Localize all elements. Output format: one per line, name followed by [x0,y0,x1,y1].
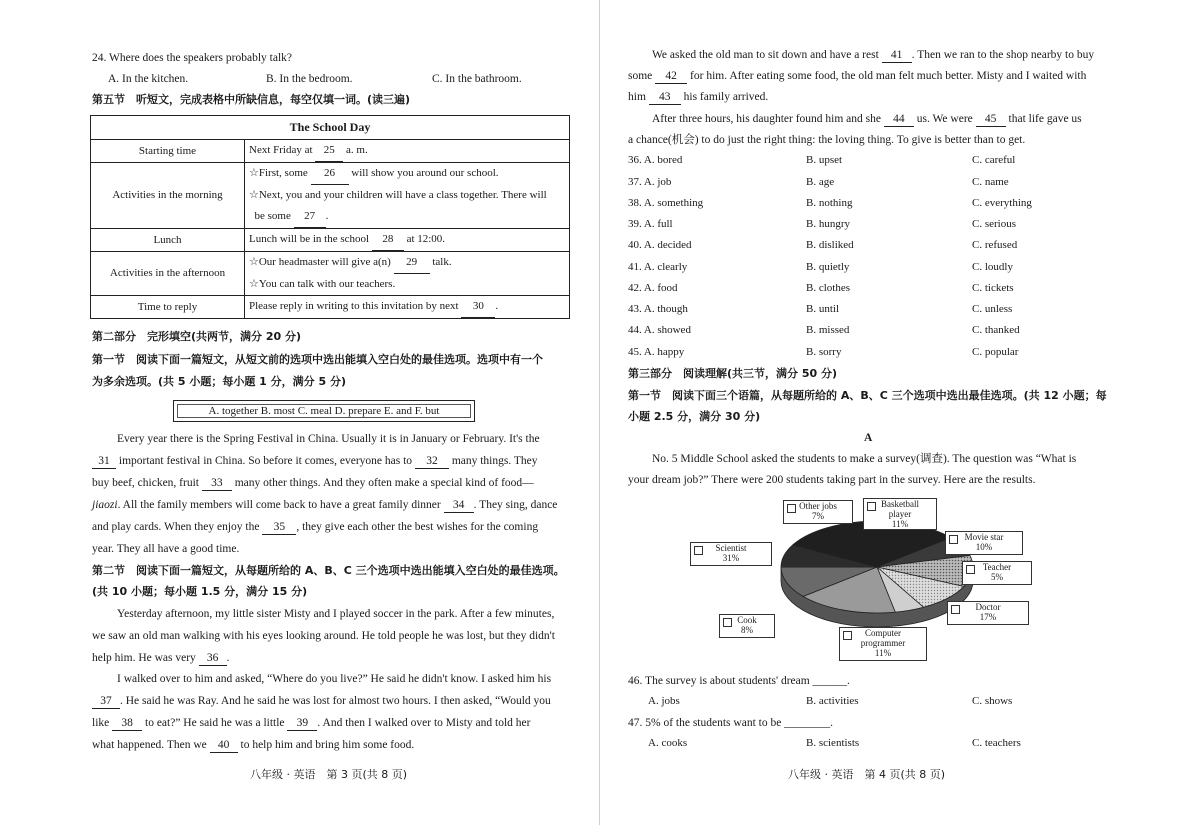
passage1-line: jiaozi. All the family members will come back to have a great family dinner 34 . They sing, dance [92,499,558,511]
blank-42: 42 [655,69,687,84]
choice-39-c: C. serious [972,218,1016,230]
blank-36: 36 [199,651,227,666]
choice-36-b: B. upset [806,154,843,166]
q24-option-b: B. In the bedroom. [266,73,353,85]
passage2-cont-line: After three hours, his daughter found him and she 44 us. We were 45 that life gave us [652,113,1082,125]
passage2-line: what happened. Then we 40 to help him and bring him some food. [92,739,415,751]
table-row [91,163,570,229]
blank-45: 45 [976,112,1006,127]
lunch-cell: Lunch will be in the school 28 at 12:00. [245,229,570,252]
right-page [600,0,1200,825]
table-title: The School Day [91,116,570,140]
blank-27: 27 [294,206,326,228]
passage1-line: 31 important festival in China. So before it comes, everyone has to 32 many things. They [92,454,538,469]
blank-25: 25 [315,140,343,162]
blank-39: 39 [287,716,317,731]
blank-41: 41 [882,48,912,63]
choice-40-c: C. refused [972,239,1018,251]
q47-option-a: A. cooks [648,737,688,749]
blank-26: 26 [311,163,349,185]
choice-44-a: 44. A. showed [628,324,691,336]
passage1-line: buy beef, chicken, fruit 33 many other things. And they often make a special kind of food— [92,477,534,489]
table-row [91,140,570,163]
label-doctor: Doctor 17% [947,601,1029,625]
blank-33: 33 [202,476,232,491]
morning-cell: ☆First, some 26 will show you around our school. ☆Next, you and your children will have a class together. There will be some 27 . [245,163,570,229]
starting-label: Starting time [91,140,245,163]
passage2-line: we saw an old man walking with his eyes looking around. He told people he was lost, but they didn't [92,630,555,642]
passage2-line: like 38 to eat?” He said he was a little 39 . And then I walked over to Misty and told her [92,717,531,729]
starting-cell: Next Friday at 25 a. m. [245,140,570,163]
q46-option-a: A. jobs [648,695,680,707]
q47-option-c: C. teachers [972,737,1021,749]
passage-a-line: your dream job?” There were 200 students taking part in the survey. Here are the results. [628,474,1036,486]
label-computer-programmer: Computer programmer 11% [839,627,927,661]
passage2-line: help him. He was very 36 . [92,652,230,664]
part2-sec1-instr2: 为多余选项。(共 5 小题；每小题 1 分，满分 5 分) [92,375,346,388]
passage-a-line: No. 5 Middle School asked the students to make a survey(调查). The question was “What is [652,453,1077,465]
q24-option-a: A. In the kitchen. [108,73,189,85]
choice-38-a: 38. A. something [628,197,704,209]
blank-34: 34 [444,498,474,513]
label-other-jobs: Other jobs 7% [783,500,853,524]
passage1-line: year. They all have a good time. [92,543,240,555]
q46-option-c: C. shows [972,695,1013,707]
label-scientist: Scientist 31% [690,542,772,566]
label-movie-star: Movie star 10% [945,531,1023,555]
passage1-line: Every year there is the Spring Festival in China. Usually it is in January or February. It's the [117,433,540,445]
passage2-cont-line: a chance(机会) to do just the right thing: the loving thing. To give is better than to get. [628,134,1026,146]
blank-40: 40 [210,738,238,753]
q46-option-b: B. activities [806,695,859,707]
choice-37-a: 37. A. job [628,176,672,188]
blank-30: 30 [461,296,495,318]
choice-45-b: B. sorry [806,346,842,358]
part3-sec1-instr: 第一节 阅读下面三个语篇，从每题所给的 A、B、C 三个选项中选出最佳选项。(共 12 小题；每 [628,389,1107,402]
blank-38: 38 [112,716,142,731]
part3-sec1-instr2: 小题 2.5 分，满分 30 分) [628,410,761,423]
choice-37-b: B. age [806,176,835,188]
part3-title: 第三部分 阅读理解(共三节，满分 50 分) [628,367,838,380]
blank-44: 44 [884,112,914,127]
school-day-table [90,115,570,319]
choice-38-c: C. everything [972,197,1032,209]
question-46: 46. The survey is about students' dream ______. [628,675,850,687]
table-row [91,252,570,296]
blank-37: 37 [92,694,120,709]
word-options-box: A. together B. most C. meal D. prepare E. and F. but [173,400,475,422]
lunch-label: Lunch [91,229,245,252]
passage2-line: I walked over to him and asked, “Where do you live?” He said he didn't know. I asked him his [117,673,552,685]
choice-42-c: C. tickets [972,282,1014,294]
q47-option-b: B. scientists [806,737,860,749]
choice-40-a: 40. A. decided [628,239,692,251]
choice-39-b: B. hungry [806,218,850,230]
passage2-line: Yesterday afternoon, my little sister Misty and I played soccer in the park. After a few minutes, [117,608,555,620]
choice-41-a: 41. A. clearly [628,261,688,273]
section5-title: 第五节 听短文，完成表格中所缺信息，每空仅填一词。(读三遍) [92,93,411,106]
choice-45-c: C. popular [972,346,1019,358]
passage2-cont-line: some 42 for him. After eating some food, the old man felt much better. Misty and I waited with [628,70,1087,82]
choice-40-b: B. disliked [806,239,854,251]
part2-sec1-instr: 第一节 阅读下面一篇短文，从短文前的选项中选出能填入空白处的最佳选项。选项中有一个 [92,353,543,366]
reply-cell: Please reply in writing to this invitation by next 30 . [245,296,570,319]
reply-label: Time to reply [91,296,245,319]
passage1-line: and play cards. When they enjoy the 35 , they give each other the best wishes for the coming [92,521,539,533]
choice-42-b: B. clothes [806,282,850,294]
passage2-cont-line: We asked the old man to sit down and have a rest 41 . Then we ran to the shop nearby to buy [652,49,1095,61]
page-footer: 八年级 · 英语 第 4 页(共 8 页) [788,768,946,781]
table-row [91,229,570,252]
choice-41-c: C. loudly [972,261,1013,273]
choice-43-a: 43. A. though [628,303,688,315]
choice-43-c: C. unless [972,303,1013,315]
label-teacher: Teacher 5% [962,561,1032,585]
blank-35: 35 [262,520,296,535]
part2-title: 第二部分 完形填空(共两节，满分 20 分) [92,330,302,343]
passage-a-label: A [864,432,873,444]
table-row [91,296,570,319]
blank-31: 31 [92,454,116,469]
choice-43-b: B. until [806,303,840,315]
q24-option-c: C. In the bathroom. [432,73,522,85]
passage2-cont-line: him 43 his family arrived. [628,91,769,103]
blank-29: 29 [394,252,430,274]
blank-43: 43 [649,90,681,105]
afternoon-label: Activities in the afternoon [91,252,245,296]
choice-44-c: C. thanked [972,324,1020,336]
choice-36-c: C. careful [972,154,1016,166]
question-47: 47. 5% of the students want to be ________. [628,717,834,729]
label-basketball-player: Basketball player 11% [863,498,937,530]
part2-sec2-instr: 第二节 阅读下面一篇短文，从每题所给的 A、B、C 三个选项中选出能填入空白处的最佳选项。 [92,564,565,577]
choice-39-a: 39. A. full [628,218,673,230]
label-cook: Cook 8% [719,614,775,638]
question-24: 24. Where does the speakers probably talk? [92,52,293,64]
blank-28: 28 [372,229,404,251]
afternoon-cell: ☆Our headmaster will give a(n) 29 talk. ☆You can talk with our teachers. [245,252,570,296]
choice-44-b: B. missed [806,324,850,336]
choice-37-c: C. name [972,176,1009,188]
passage2-line: 37 . He said he was Ray. And he said he was lost for almost two hours. I then asked, “Would you [92,694,551,709]
choice-36-a: 36. A. bored [628,154,683,166]
choice-41-b: B. quietly [806,261,850,273]
part2-sec2-instr2: (共 10 小题；每小题 1.5 分，满分 15 分) [92,585,308,598]
choice-45-a: 45. A. happy [628,346,685,358]
choice-38-b: B. nothing [806,197,853,209]
page-footer: 八年级 · 英语 第 3 页(共 8 页) [250,768,408,781]
choice-42-a: 42. A. food [628,282,678,294]
blank-32: 32 [415,454,449,469]
morning-label: Activities in the morning [91,163,245,229]
